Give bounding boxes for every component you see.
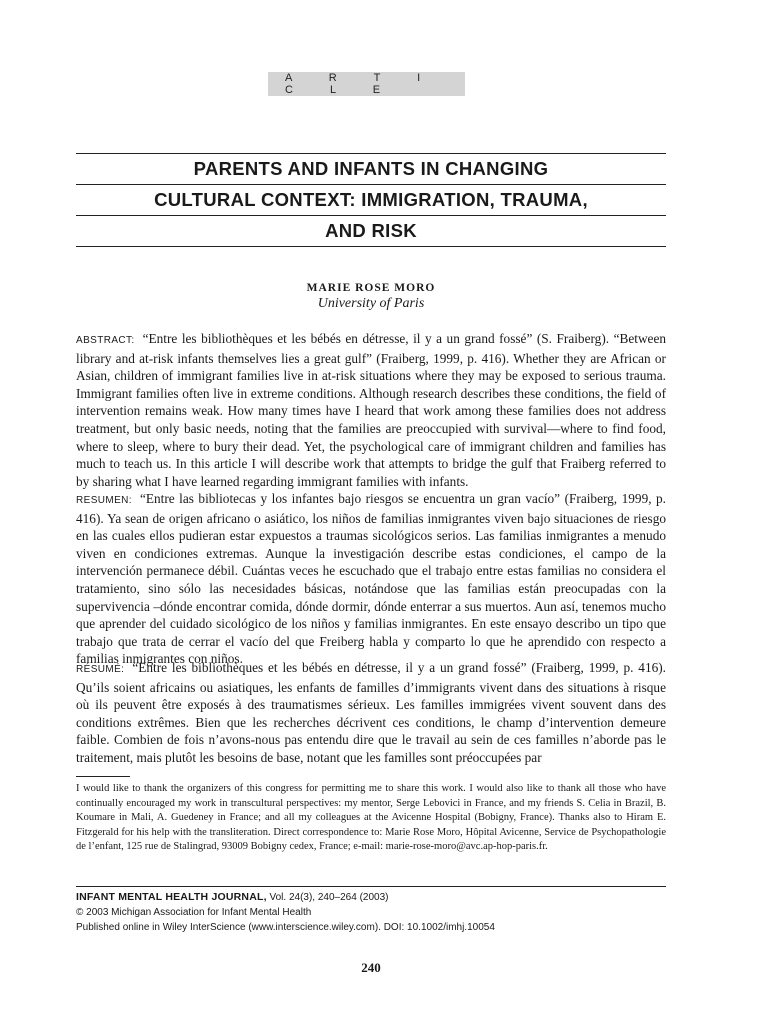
page-number: 240 <box>361 960 381 975</box>
author-affiliation: University of Paris <box>317 296 425 311</box>
title-rule-1 <box>76 184 666 185</box>
resume-paragraph <box>76 659 666 767</box>
article-type-tag: A R T I C L E <box>268 72 465 96</box>
title-rule-bottom <box>76 246 666 247</box>
title-line-3: AND RISK <box>325 220 417 241</box>
journal-rule <box>76 886 666 887</box>
title-rule-2 <box>76 215 666 216</box>
title-line-1: PARENTS AND INFANTS IN CHANGING <box>193 158 549 179</box>
resume-text: “Entre les bibliothèques et les bébés en détresse, il y a un grand fossé” (Fraiberg, 1999, p. 416). Qu’ils soient africains ou asiatiques, les enfants de familles d’immigrants vivent dans des situations à risque où ils peuvent être exposés à des traumatismes sérieux. Les familles immigrées vivent souvent dans des conditions extrêmes. Bien que les recherches décrivent ces conditions, le champ d’intervention demeure faible. Combien de fois n’avons-nous pas entendu dire que le travail au sein de ces familles n’aborde pas le traitement, mais plutôt les besoins de base, notant que les familles sont préoccupées par <box>76 660 666 765</box>
journal-published: Published online in Wiley InterScience (www.interscience.wiley.com). DOI: 10.1002/imhj.10054 <box>76 922 495 933</box>
journal-name: INFANT MENTAL HEALTH JOURNAL, <box>76 891 267 903</box>
abstract-paragraph <box>76 330 666 490</box>
abstract-label: ABSTRACT: <box>76 335 135 346</box>
author-name: MARIE ROSE MORO <box>306 282 436 294</box>
resumen-label: RESUMEN: <box>76 495 132 506</box>
journal-citation-line <box>76 890 676 905</box>
resumen-paragraph <box>76 490 666 668</box>
journal-copyright: © 2003 Michigan Association for Infant Mental Health <box>76 907 312 918</box>
journal-info <box>76 890 676 935</box>
title-line-2: CULTURAL CONTEXT: IMMIGRATION, TRAUMA, <box>154 189 588 210</box>
footnote-rule <box>76 776 130 777</box>
resumen-text: “Entre las bibliotecas y los infantes bajo riesgos se encuentra un gran vacío” (Fraiberg, 1999, p. 416). Ya sean de origen africano o asiático, los niños de familias inmigrantes viven bajo situaciones de riesgo en las cuales ellos pudieran estar expuestos a traumas sicológicos serios. Las familias inmigrantes a menudo viven en condiciones extremas. Aunque la investigación describe estas condiciones, el campo de la intervención permanece débil. Cuántas veces he escuchado que el trabajo entre estas familias no considera el tratamiento, sino sólo las necesidades básicas, notándose que las familias están preocupadas con la supervivencia –dónde encontrar comida, dónde dormir, dónde enterrar a sus muertos. Aun así, tenemos mucho que aprender del cuidado sicológico de los niños y familias inmigrantes. En este ensayo describo un tipo que trabajo que trata de cerrar el vacío del que Freiberg habla y comparto lo que he aprendido con respecto a familias inmigrantes con niños. <box>76 491 666 667</box>
footnote: I would like to thank the organizers of this congress for permitting me to share this work. I would also like to thank all those who have continually encouraged my work in transcultural perspectives: my mentor, Serge Lebovici in France, and my friends S. Celia in Brazil, B. Koumare in Mali, A. Guedeney in France; and all my colleagues at the Avicenne Hospital (Bobigny, France). Thanks also to Hiram E. Fitzgerald for his help with the transliteration. Direct correspondence to: Marie Rose Moro, Hôpital Avicenne, Service de Psychopathologie de l’enfant, 125 rue de Stalingrad, 93009 Bobigny cedex, France; e-mail: marie-rose-moro@avc.ap-hop-paris.fr. <box>76 783 666 853</box>
journal-citation: Vol. 24(3), 240–264 (2003) <box>269 892 389 903</box>
title-rule-top <box>76 153 666 154</box>
abstract-text: “Entre les bibliothèques et les bébés en détresse, il y a un grand fossé” (S. Fraiberg). “Between library and at-risk infants themselves lies a great gulf” (Fraiberg, 1999, p. 416). Whether they are African or Asian, children of immigrant families live in at-risk situations where they may be exposed to serious trauma. Immigrant families often live in extreme conditions. Although research describes these conditions, the field of intervention remains weak. How many times have I heard that work among these families does not address treatment, but only basic needs, noting that the families are preoccupied with survival—where to find food, where to sleep, where to bury their dead. Yet, the psychological care of immigrant children and families has much to teach us. In this article I will describe work that attempts to bridge the gulf that Fraiberg referred to by sharing what I have learned regarding immigrant families with infants. <box>76 331 666 489</box>
resume-label: RÉSUMÉ: <box>76 664 125 675</box>
